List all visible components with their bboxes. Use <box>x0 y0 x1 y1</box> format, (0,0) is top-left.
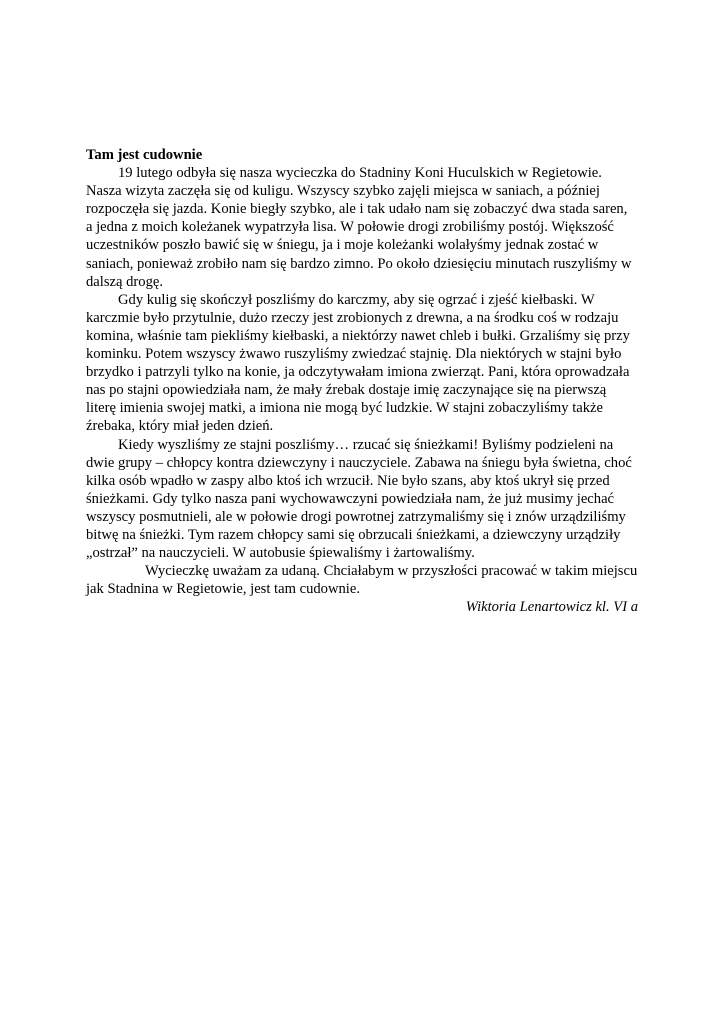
text-line: uczestników poszło bawić się w śniegu, ja i moje koleżanki wolałyśmy jednak zostać w <box>86 237 599 254</box>
document-title: Tam jest cudownie <box>86 147 203 163</box>
text-line: wszyscy posmutnieli, ale w połowie drogi powrotnej zatrzymaliśmy się i znów urządziliśmy <box>86 508 626 525</box>
text-line: brzydko i patrzyli tylko na konie, ja odczytywałam imiona zwierząt. Pani, która oprowadzała <box>86 364 630 381</box>
paragraph-1 <box>86 164 638 291</box>
text-line: a jedna z moich koleżanek wypatrzyła lisa. W połowie drogi zrobiliśmy postój. Większość <box>86 219 614 236</box>
author-signature: Wiktoria Lenartowicz kl. VI a <box>465 599 638 616</box>
text-line: literę imienia swojej matki, a imiona nie mogą być ludzkie. W stajni zobaczyliśmy także <box>86 400 603 417</box>
text-line: Gdy kulig się skończył poszliśmy do karczmy, aby się ogrzać i zjeść kiełbaski. W <box>118 291 595 308</box>
paragraph-3 <box>86 436 638 563</box>
text-line: dalszą drogę. <box>86 273 163 290</box>
text-line: komina, właśnie tam piekliśmy kiełbaski, a niektórzy nawet chleb i bułki. Grzaliśmy się przy <box>86 327 630 344</box>
text-line: 19 lutego odbyła się nasza wycieczka do Stadniny Koni Huculskich w Regietowie. <box>118 165 602 182</box>
text-line: bitwę na śnieżki. Tym razem chłopcy sami się obrzucali śnieżkami, a dziewczyny urządziły <box>86 526 621 543</box>
paragraph-2 <box>86 291 638 436</box>
text-line: Nasza wizyta zaczęła się od kuligu. Wszyscy szybko zajęli miejsca w saniach, a później <box>86 183 600 200</box>
text-line: saniach, ponieważ zrobiło nam się bardzo zimno. Po około dziesięciu minutach ruszyliśmy w <box>86 255 632 272</box>
text-line: nas po stajni opowiedziała nam, że mały źrebak dostaje imię zaczynające się na pierwszą <box>86 382 607 399</box>
text-line: kominku. Potem wszyscy żwawo ruszyliśmy zwiedzać stajnię. Dla niektórych w stajni było <box>86 346 622 363</box>
paragraph-4 <box>86 562 638 598</box>
text-line: Kiedy wyszliśmy ze stajni poszliśmy… rzucać się śnieżkami! Byliśmy podzieleni na <box>118 436 614 453</box>
text-line: śnieżkami. Gdy tylko nasza pani wychowawczyni powiedziała nam, że już musimy jechać <box>86 490 615 507</box>
text-line: „ostrzał” na nauczycieli. W autobusie śpiewaliśmy i żartowaliśmy. <box>86 545 475 562</box>
text-line: rozpoczęła się jazda. Konie biegły szybko, ale i tak udało nam się zobaczyć dwa stada saren, <box>86 201 628 218</box>
text-line: dwie grupy – chłopcy kontra dziewczyny i nauczyciele. Zabawa na śniegu była świetna, choć <box>86 454 632 471</box>
text-line: jak Stadnina w Regietowie, jest tam cudownie. <box>86 581 360 598</box>
text-line: Wycieczkę uważam za udaną. Chciałabym w przyszłości pracować w takim miejscu <box>145 563 638 580</box>
text-line: karczmie było przytulnie, dużo rzeczy jest zrobionych z drewna, a na środku coś w rodzaju <box>86 309 619 326</box>
document-body <box>86 146 638 616</box>
text-line: źrebaka, który miał jeden dzień. <box>86 418 274 435</box>
text-line: kilka osób wpadło w zaspy albo ktoś ich wrzucił. Nie było szans, aby ktoś ukrył się przed <box>86 472 610 489</box>
